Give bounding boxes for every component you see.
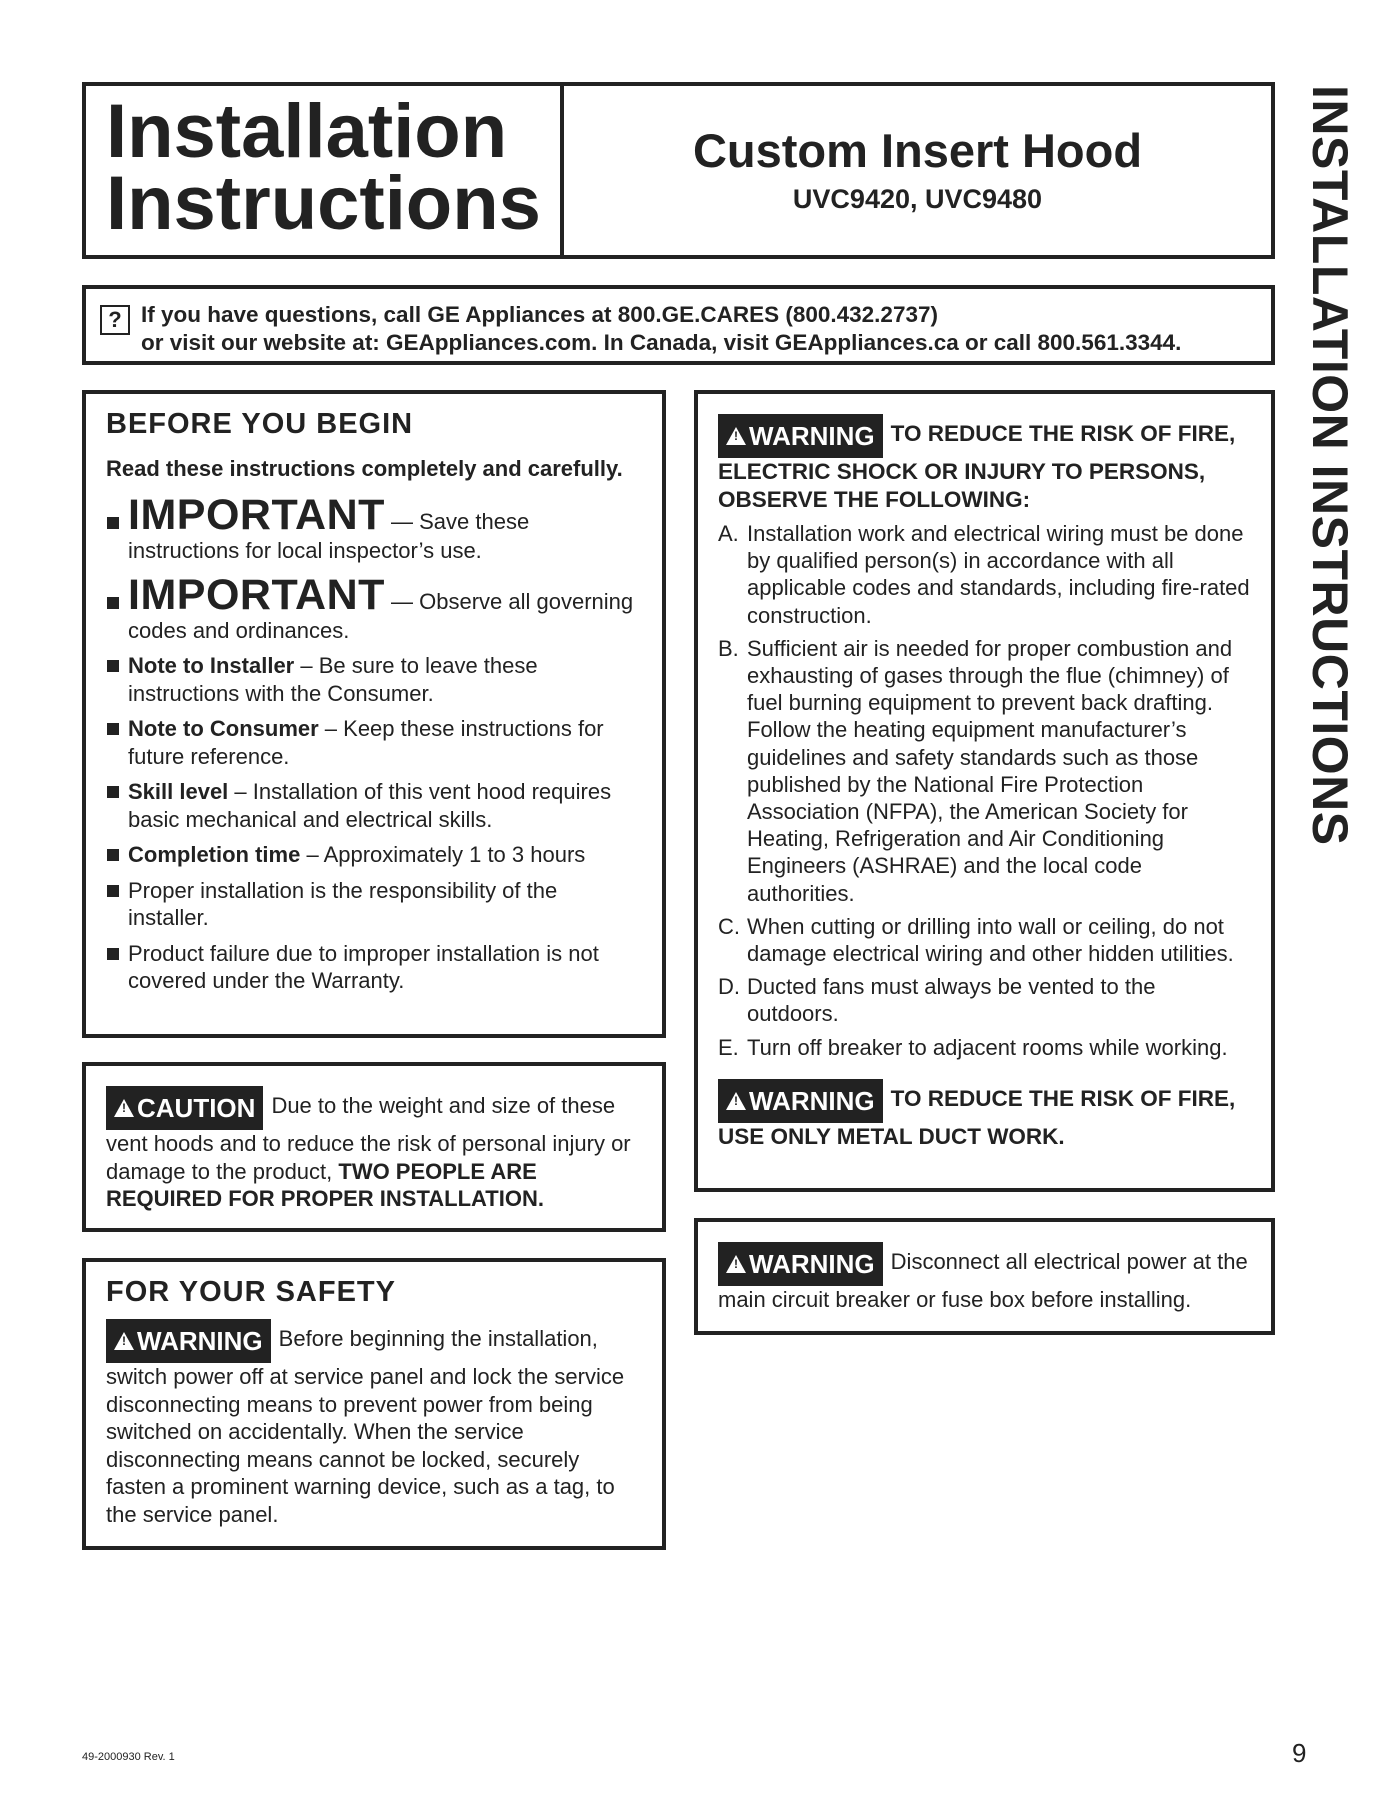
caution-badge-label: CAUTION <box>137 1093 256 1123</box>
list-item <box>718 635 1251 907</box>
product-title: Custom Insert Hood <box>692 124 1143 177</box>
item-bold: Note to Installer <box>128 653 295 678</box>
item-label: B. <box>718 635 739 661</box>
safety-text: Before beginning the installation, switch power off at service panel and lock the service disconnecting means to prevent power from being switched on accidentally. When the service disconnecting means cannot be locked, securely fasten a prominent warning device, such as a tag, to the service panel. <box>106 1326 625 1527</box>
list-item <box>106 715 642 770</box>
item-text: – Approximately 1 to 3 hours <box>300 842 586 867</box>
contact-line-1: If you have questions, call GE Appliances at 800.GE.CARES (800.432.2737) <box>141 302 938 327</box>
title-cell <box>86 86 564 255</box>
item-label: A. <box>718 521 739 546</box>
list-item <box>106 493 642 565</box>
item-text: Turn off breaker to adjacent rooms while working. <box>747 1034 1228 1060</box>
contact-box <box>82 285 1275 365</box>
before-intro: Read these instructions completely and carefully. <box>106 456 623 481</box>
warning-badge-label: WARNING <box>137 1326 263 1356</box>
item-bold: Skill level <box>128 779 229 804</box>
warning-triangle-icon <box>726 427 746 445</box>
before-you-begin-box <box>82 390 666 1038</box>
important-word: IMPORTANT <box>128 491 385 539</box>
side-tab-label: INSTALLATION INSTRUCTIONS <box>1302 85 1358 846</box>
item-bold: Completion time <box>128 842 301 867</box>
important-text: — Observe all governing codes and ordinances. <box>128 588 634 643</box>
item-bold: Note to Consumer <box>128 716 319 741</box>
before-title: BEFORE YOU BEGIN <box>106 408 414 440</box>
caution-box <box>82 1062 666 1232</box>
item-label: D. <box>718 974 740 1000</box>
before-list <box>106 493 642 995</box>
warning-box-power <box>694 1218 1275 1335</box>
question-icon: ? <box>100 305 130 335</box>
page-title-line1: Installation <box>106 89 508 174</box>
item-text: Installation work and electrical wiring must be done by qualified person(s) in accordance with all applicable codes and standards, including fire-rated construction. <box>747 521 1250 628</box>
product-cell <box>564 86 1271 255</box>
list-item <box>106 877 642 932</box>
duct-warning <box>718 1079 1251 1151</box>
duct-warning-text: TO REDUCE THE RISK OF FIRE, USE ONLY METAL DUCT WORK. <box>718 1085 1236 1149</box>
item-text: – Installation of this vent hood requires basic mechanical and electrical skills. <box>128 779 612 832</box>
item-text: Ducted fans must always be vented to the outdoors. <box>747 974 1156 1027</box>
warning-triangle-icon <box>114 1099 134 1117</box>
list-item <box>106 841 642 869</box>
contact-line-2: or visit our website at: GEAppliances.com. In Canada, visit GEAppliances.ca or call 800.561.3344. <box>141 330 1182 355</box>
safety-box <box>82 1258 666 1550</box>
document-number: 49-2000930 Rev. 1 <box>82 1751 175 1763</box>
warning-heading <box>718 414 1251 514</box>
important-word: IMPORTANT <box>128 570 385 619</box>
header-box <box>82 82 1275 259</box>
caution-text: Due to the weight and size of these vent hoods and to reduce the risk of personal injury or damage to the product, <box>106 1093 631 1184</box>
item-label: E. <box>718 1034 739 1060</box>
safety-title: FOR YOUR SAFETY <box>106 1276 396 1308</box>
list-item <box>718 913 1251 967</box>
warning-badge <box>106 1319 271 1363</box>
warning-badge <box>718 1079 883 1123</box>
item-label: C. <box>718 913 740 939</box>
important-text: — Save these instructions for local inspector’s use. <box>128 509 530 563</box>
caution-paragraph <box>106 1086 642 1213</box>
warning-badge-label: WARNING <box>749 1085 875 1116</box>
power-warning-text: Disconnect all electrical power at the main circuit breaker or fuse box before installing. <box>718 1249 1248 1312</box>
warning-badge <box>718 1242 883 1286</box>
warning-badge-label: WARNING <box>749 421 875 451</box>
list-item <box>718 973 1251 1027</box>
warning-badge <box>718 414 883 458</box>
power-warning-paragraph <box>718 1242 1251 1314</box>
warning-badge-label: WARNING <box>749 1249 875 1279</box>
caution-badge <box>106 1086 263 1130</box>
safety-paragraph <box>106 1319 642 1528</box>
item-text: – Be sure to leave these instructions with the Consumer. <box>128 653 538 706</box>
list-item <box>106 940 642 995</box>
item-text: Proper installation is the responsibility of the installer. <box>128 877 558 930</box>
item-text: Product failure due to improper installation is not covered under the Warranty. <box>128 940 599 993</box>
side-tab <box>1302 85 1364 846</box>
page-title-line2: Instructions <box>106 161 541 246</box>
warning-triangle-icon <box>114 1332 134 1350</box>
item-text: When cutting or drilling into wall or ceiling, do not damage electrical wiring and other hidden utilities. <box>747 913 1234 967</box>
list-item <box>718 1034 1251 1061</box>
list-item <box>106 570 642 645</box>
list-item <box>718 520 1251 629</box>
page-number: 9 <box>1292 1738 1307 1768</box>
warning-box-main <box>694 390 1275 1192</box>
item-text: Sufficient air is needed for proper combustion and exhausting of gases through the flue (chimney) of fuel burning equipment to prevent back drafting. Follow the heating equipment manufacturer’s guidelines and safety standards such as those published by the National Fire Protection Association (NFPA), the American Society for Heating, Refrigeration and Air Conditioning Engineers (ASHRAE) and the local code authorities. <box>747 635 1233 906</box>
caution-bold-text: TWO PEOPLE ARE REQUIRED FOR PROPER INSTALLATION. <box>106 1158 544 1211</box>
warning-heading-text: TO REDUCE THE RISK OF FIRE, ELECTRIC SHOCK OR INJURY TO PERSONS, OBSERVE THE FOLLOWING: <box>718 421 1236 512</box>
warning-triangle-icon <box>726 1092 746 1110</box>
warning-triangle-icon <box>726 1255 746 1273</box>
item-text: – Keep these instructions for future reference. <box>128 716 604 769</box>
list-item <box>106 652 642 707</box>
list-item <box>106 778 642 833</box>
warning-list <box>718 520 1251 1061</box>
model-numbers: UVC9420, UVC9480 <box>792 184 1043 214</box>
